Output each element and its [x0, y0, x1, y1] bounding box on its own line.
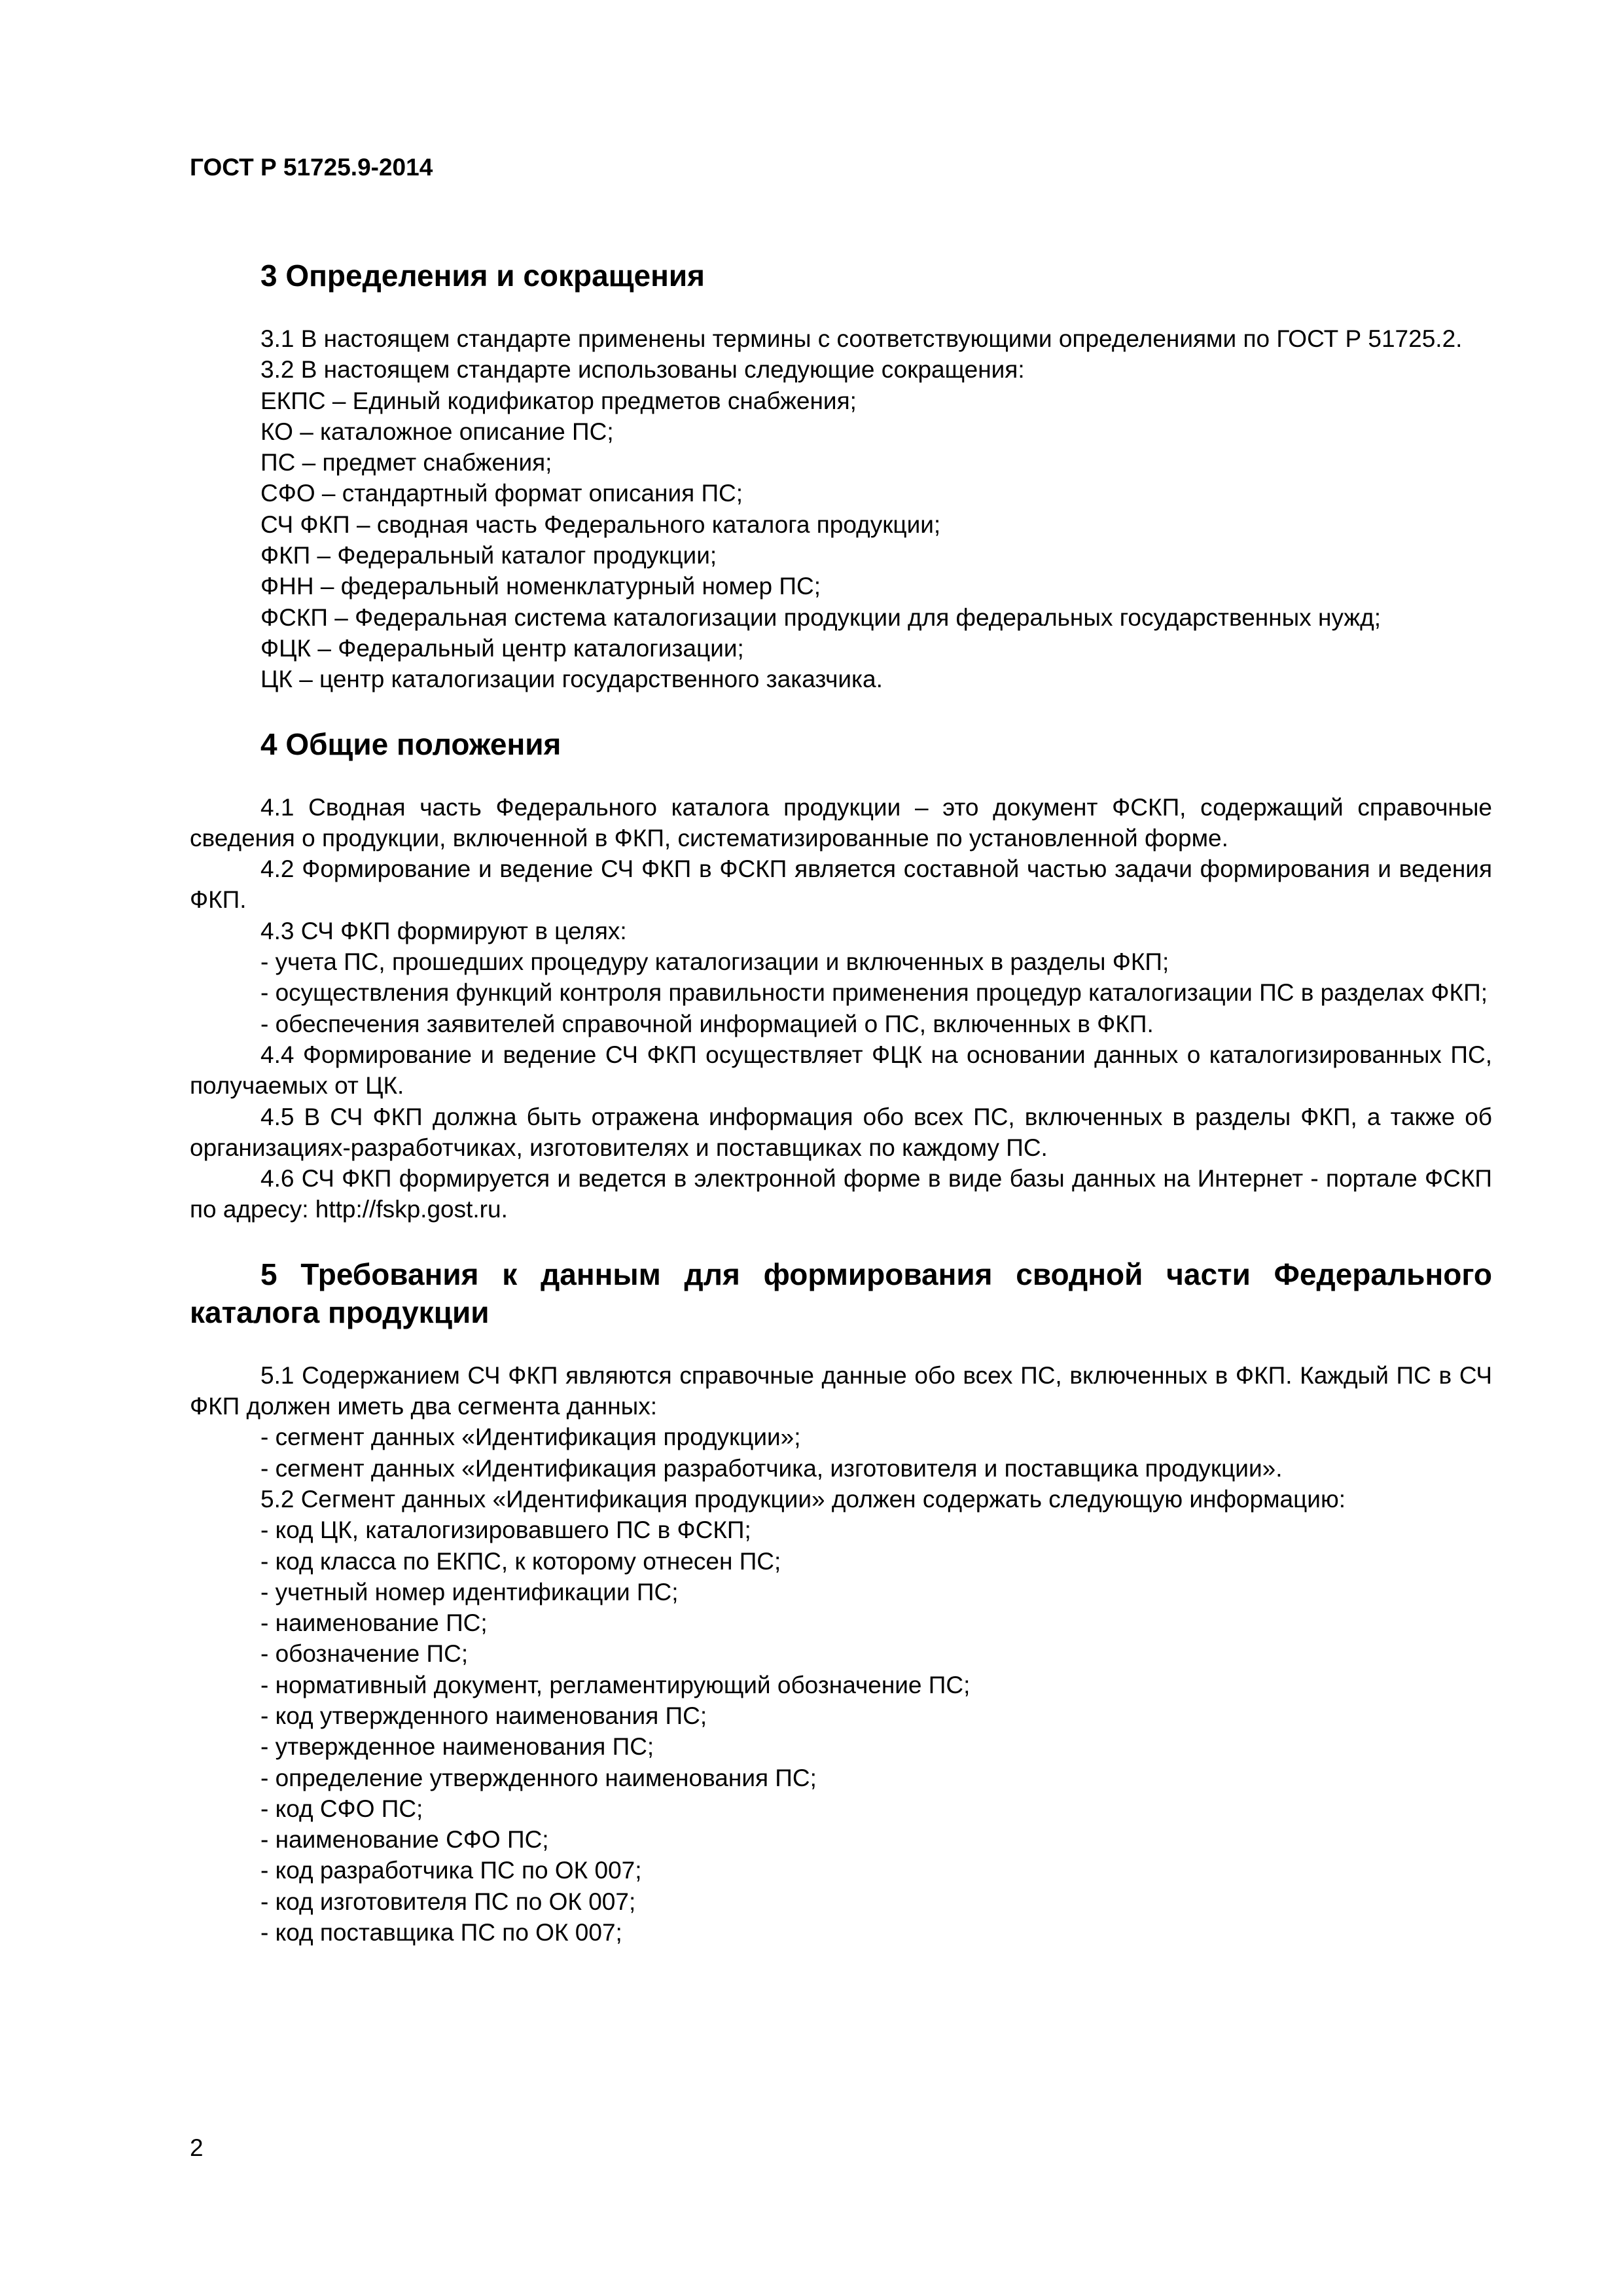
abbreviation-item: СЧ ФКП – сводная часть Федерального каталога продукции;: [260, 511, 941, 538]
abbreviation-item: ЕКПС – Единый кодификатор предметов снабжения;: [260, 387, 857, 414]
paragraph: 5.2 Сегмент данных «Идентификация продукции» должен содержать следующую информацию:: [260, 1485, 1346, 1513]
section-4-body: [190, 792, 1492, 1225]
list-item: - учетный номер идентификации ПС;: [260, 1578, 679, 1605]
list-item: - утвержденное наименования ПС;: [260, 1733, 654, 1761]
list-item: - нормативный документ, регламентирующий обозначение ПС;: [260, 1671, 971, 1698]
section-3-title: 3 Определения и сокращения: [260, 259, 705, 293]
paragraph: 4.1 Сводная часть Федерального каталога продукции – это документ ФСКП, содержащий справочные сведения о продукции, включенной в ФКП, систематизированные по установленной форме.: [190, 793, 1492, 852]
list-item: - учета ПС, прошедших процедуру каталогизации и включенных в разделы ФКП;: [260, 948, 1169, 976]
list-item: - сегмент данных «Идентификация продукции»;: [260, 1424, 801, 1451]
document-header: ГОСТ Р 51725.9-2014: [190, 154, 433, 181]
list-item: - сегмент данных «Идентификация разработчика, изготовителя и поставщика продукции».: [260, 1454, 1283, 1482]
list-item: - код ЦК, каталогизировавшего ПС в ФСКП;: [260, 1516, 751, 1544]
list-item: - обеспечения заявителей справочной информацией о ПС, включенных в ФКП.: [260, 1010, 1154, 1037]
list-item: - обозначение ПС;: [260, 1640, 469, 1668]
paragraph: 4.2 Формирование и ведение СЧ ФКП в ФСКП является составной частью задачи формирования и ведения ФКП.: [190, 855, 1492, 914]
paragraph: 3.2 В настоящем стандарте использованы следующие сокращения:: [260, 356, 1025, 384]
list-item: - код класса по ЕКПС, к которому отнесен ПС;: [260, 1547, 781, 1575]
paragraph: 5.1 Содержанием СЧ ФКП являются справочные данные обо всех ПС, включенных в ФКП. Каждый ПС в СЧ ФКП должен иметь два сегмента данных:: [190, 1361, 1492, 1420]
section-3-body: [190, 323, 1492, 695]
paragraph: 4.5 В СЧ ФКП должна быть отражена информация обо всех ПС, включенных в разделы ФКП, а также об организациях-разработчиках, изготовителях и поставщиках по каждому ПС.: [190, 1103, 1492, 1161]
list-item: - код изготовителя ПС по ОК 007;: [260, 1888, 636, 1915]
list-item: - код разработчика ПС по ОК 007;: [260, 1857, 642, 1884]
list-item: - код СФО ПС;: [260, 1795, 423, 1822]
paragraph: 4.6 СЧ ФКП формируется и ведется в электронной форме в виде базы данных на Интернет - портале ФСКП по адресу: http://fskp.gost.ru.: [190, 1165, 1492, 1223]
abbreviation-item: ФКП – Федеральный каталог продукции;: [260, 542, 717, 569]
list-item: - определение утвержденного наименования ПС;: [260, 1764, 817, 1791]
list-item: - осуществления функций контроля правильности применения процедур каталогизации ПС в разделах ФКП;: [260, 979, 1488, 1007]
paragraph: 4.4 Формирование и ведение СЧ ФКП осуществляет ФЦК на основании данных о каталогизированных ПС, получаемых от ЦК.: [190, 1041, 1492, 1100]
section-4-title: 4 Общие положения: [260, 726, 562, 761]
document-body: [190, 257, 1492, 1948]
list-item: - код утвержденного наименования ПС;: [260, 1702, 707, 1729]
list-item: - наименование ПС;: [260, 1609, 488, 1637]
page-number: 2: [190, 2134, 204, 2161]
paragraph: 3.1 В настоящем стандарте применены термины с соответствующими определениями по ГОСТ Р 51725.2.: [260, 325, 1463, 352]
paragraph: 4.3 СЧ ФКП формируют в целях:: [260, 917, 627, 944]
list-item: - наименование СФО ПС;: [260, 1826, 549, 1854]
abbreviation-item: ФНН – федеральный номенклатурный номер ПС;: [260, 573, 821, 600]
abbreviation-item: ЦК – центр каталогизации государственного заказчика.: [260, 666, 883, 693]
abbreviation-item: ФСКП – Федеральная система каталогизации продукции для федеральных государственных нужд;: [260, 603, 1381, 631]
abbreviation-item: КО – каталожное описание ПС;: [260, 418, 614, 445]
abbreviation-item: СФО – стандартный формат описания ПС;: [260, 480, 743, 507]
list-item: - код поставщика ПС по ОК 007;: [260, 1919, 622, 1946]
section-5-title: 5 Требования к данным для формирования сводной части Федерального каталога продукции: [190, 1257, 1492, 1329]
abbreviation-item: ФЦК – Федеральный центр каталогизации;: [260, 634, 744, 662]
section-5-body: [190, 1360, 1492, 1948]
abbreviation-item: ПС – предмет снабжения;: [260, 449, 552, 476]
